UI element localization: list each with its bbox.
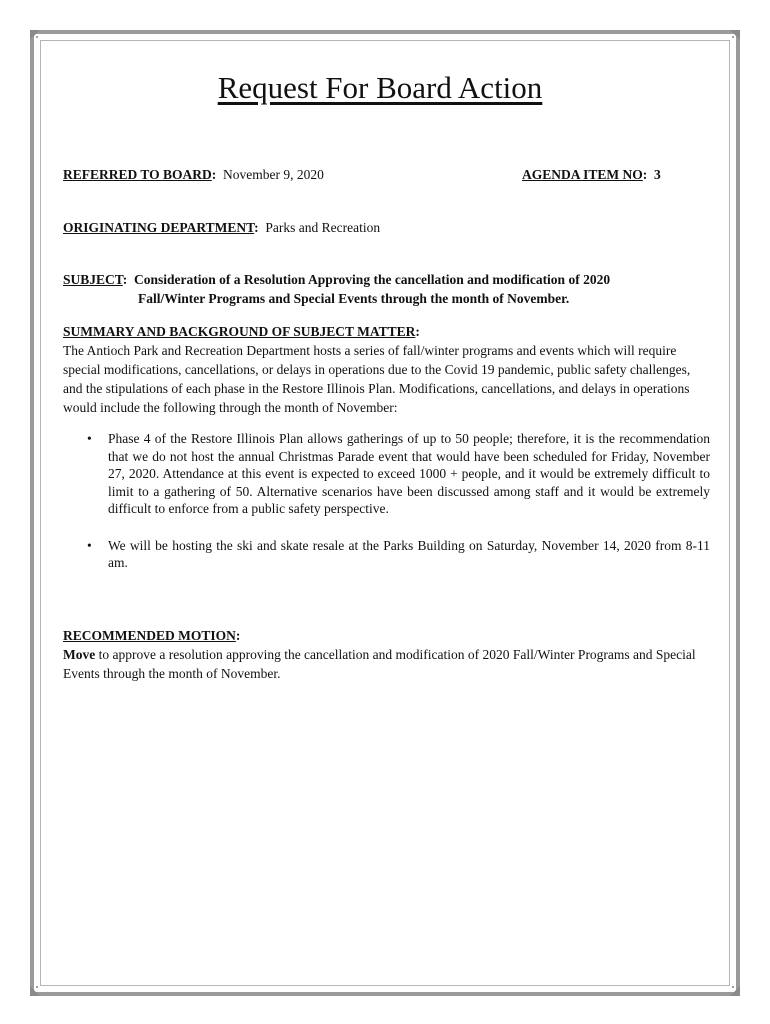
- page-title: Request For Board Action: [217, 70, 543, 105]
- bullet-list: [80, 430, 710, 572]
- motion-body: [63, 645, 713, 683]
- motion-text: to approve a resolution approving the cancellation and modification of 2020 Fall/Winter Programs and Special Events through the month of November.: [63, 647, 696, 681]
- bullet-icon: •: [87, 431, 92, 446]
- summary-section: SUMMARY AND BACKGROUND OF SUBJECT MATTER: The Antioch Park and Recreation Department hosts a series of fall/winter programs and events which will require special modifications, cancellations, or delays in operations due to the Covid 19 pandemic, public safety challenges, and the stipulations of each phase in the Restore Illinois Plan. Modifications, cancellations, and delays in operations would include the following through the month of November:: [63, 322, 713, 417]
- border-tick: [36, 36, 38, 38]
- subject-label: SUBJECT: [63, 272, 123, 287]
- border-tick: [732, 986, 734, 988]
- recommended-motion-section: RECOMMENDED MOTION: Move to approve a resolution approving the cancellation and modification of 2020 Fall/Winter Programs and Special Events through the month of November.: [63, 626, 713, 683]
- bullet-icon: •: [87, 537, 92, 553]
- subject: SUBJECT: Consideration of a Resolution Approving the cancellation and modification of 2020 Fall/Winter Programs and Special Events through the month of November.: [63, 270, 713, 308]
- originating-department: ORIGINATING DEPARTMENT: Parks and Recreation: [63, 220, 381, 235]
- list-item: [80, 430, 710, 518]
- department-value: Parks and Recreation: [265, 220, 381, 235]
- motion-lead: Move: [63, 647, 96, 662]
- motion-heading: RECOMMENDED MOTION: [63, 628, 236, 643]
- referred-to-board: REFERRED TO BOARD: November 9, 2020: [63, 167, 324, 182]
- list-item: [80, 537, 710, 572]
- agenda-value: 3: [654, 167, 661, 182]
- referred-label: REFERRED TO BOARD: [63, 167, 212, 182]
- subject-line-2: Fall/Winter Programs and Special Events through the month of November.: [138, 291, 570, 306]
- bullet-text: Phase 4 of the Restore Illinois Plan allows gatherings of up to 50 people; therefore, it is the recommendation that we do not host the annual Christmas Parade event that would have been scheduled for Friday, November 27, 2020. Attendance at this event is expected to exceed 1000 + people, and it would be extremely difficult to limit to a gathering of 50. Alternative scenarios have been discussed among staff and it would be extremely difficult to enforce from a public safety perspective.: [108, 431, 710, 516]
- border-tick: [732, 36, 734, 38]
- referred-value: November 9, 2020: [223, 167, 324, 182]
- agenda-label: AGENDA ITEM NO: [522, 167, 643, 182]
- agenda-item: AGENDA ITEM NO: 3: [522, 167, 661, 182]
- border-tick: [36, 986, 38, 988]
- summary-body: The Antioch Park and Recreation Department hosts a series of fall/winter programs and events which will require special modifications, cancellations, or delays in operations due to the Covid 19 pandemic, public safety challenges, and the stipulations of each phase in the Restore Illinois Plan. Modifications, cancellations, and delays in operations would include the following through the month of November:: [63, 343, 691, 415]
- bullet-text: We will be hosting the ski and skate resale at the Parks Building on Saturday, November 14, 2020 from 8-11 am.: [108, 537, 710, 570]
- subject-line-1: Consideration of a Resolution Approving the cancellation and modification of 2020: [134, 272, 611, 287]
- department-label: ORIGINATING DEPARTMENT: [63, 220, 255, 235]
- summary-heading: SUMMARY AND BACKGROUND OF SUBJECT MATTER: [63, 324, 416, 339]
